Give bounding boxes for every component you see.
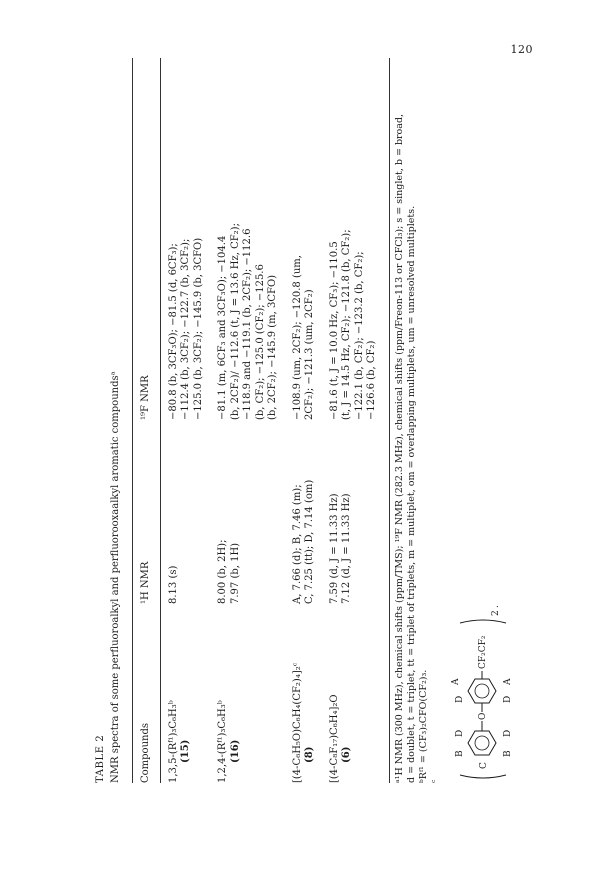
f-nmr-line: −112.4 (b, 3CF₂); −122.7 (b, 3CF₂); [180, 238, 191, 420]
compound-cell [285, 604, 322, 783]
f-nmr-cell [322, 58, 390, 420]
left-bracket [460, 775, 506, 778]
header-compounds: Compounds [133, 604, 160, 783]
h-nmr-line: 7.59 (d, J = 11.33 Hz) [328, 493, 340, 604]
left-ring-label-d-bottom: D [502, 729, 513, 737]
structure-period: . [490, 605, 501, 608]
table-row [322, 58, 390, 783]
table-footnotes [394, 58, 442, 783]
table-row [285, 58, 322, 783]
table-row [160, 58, 210, 783]
h-nmr-cell [285, 420, 322, 604]
h-nmr-line: 7.97 (b, 1H) [229, 542, 241, 604]
f-nmr-line: (b, CF₂); −125.0 (CF₂); −125.6 [254, 264, 266, 420]
compound-cell [210, 604, 285, 783]
f-nmr-line: (b, 2CF₂)/ −112.6 (t, J = 13.6 Hz, CF₂); [229, 223, 241, 420]
f-nmr-line: (t, J = 14.5 Hz, CF₂); −121.8 (b, CF₂); [341, 229, 352, 420]
nmr-table [133, 58, 390, 783]
left-ring-circle [475, 736, 489, 750]
f-nmr-line: −126.6 (b, CF₂) [366, 340, 377, 420]
h-nmr-line: 7.12 (d, J = 11.33 Hz) [341, 493, 352, 604]
footnote-a-continued: d = doublet, t = triplet, tt = triplet of triplets, m = multiplet, om = overlapping multiplets, um = unresolved multiplets. [405, 205, 417, 783]
h-nmr-cell [322, 420, 390, 604]
right-bracket [460, 620, 506, 623]
footnote-c-marker: ᶜ [429, 779, 441, 783]
compound-number: (6) [341, 746, 352, 763]
table-row [210, 58, 285, 783]
left-ring-label-d-top: D [454, 729, 465, 737]
right-ring-label-a-top: A [450, 678, 461, 685]
f-nmr-line: (b, 2CF₂); −145.9 (m, 3CFO) [267, 274, 278, 420]
compound-number: (8) [304, 746, 315, 763]
f-nmr-cell [160, 58, 210, 420]
compound-formula: 1,2,4-(Rᶠ¹)₃C₆H₃ᵇ [217, 700, 228, 783]
f-nmr-line: −118.9 and −119.1 (b, 2CF₂); −112.6 [242, 228, 253, 420]
ether-oxygen: O [477, 712, 488, 720]
right-ring-label-a-bottom: A [502, 678, 513, 685]
left-ring-label-b-top: B [454, 750, 465, 757]
f-nmr-line: 2CF₂); −121.3 (um, 2CF₂) [304, 289, 315, 420]
page-number: 120 [510, 43, 533, 56]
f-nmr-cell [210, 58, 285, 420]
left-ring-label-b-bottom: B [502, 750, 513, 757]
perfluoro-chain: CF₂CF₂ [477, 635, 488, 669]
footnote-a: ᵃ¹H NMR (300 MHz), chemical shifts (ppm/TMS); ¹⁹F NMR (282.3 MHz), chemical shifts (ppm/Freon-113 or CFCl₃); s = singlet, b = broad, [393, 113, 405, 783]
f-nmr-line: −108.9 (um, 2CF₂); −120.8 (um, [291, 255, 303, 420]
table-header-row [133, 58, 160, 783]
structure-diagram [448, 563, 518, 783]
f-nmr-line: −125.0 (b, 3CF₂); −145.9 (b, 3CFO) [192, 237, 204, 420]
h-nmr-cell [160, 420, 210, 604]
h-nmr-line: 8.00 (b, 2H); [217, 539, 228, 604]
table-caption: NMR spectra of some perfluoroalkyl and perfluorooxaalkyl aromatic compoundsᵃ [110, 371, 121, 783]
table-label: TABLE 2 [95, 734, 106, 783]
h-nmr-line: C, 7.25 (tt); D, 7.14 (om) [304, 479, 315, 604]
f-nmr-line: −80.8 (b, 3CF₃O); −81.5 (d, 6CF₃); [167, 243, 179, 420]
compound-cell [160, 604, 210, 783]
header-h-nmr: ¹H NMR [133, 420, 160, 604]
f-nmr-cell [285, 58, 322, 420]
compound-formula: [(4-C₆H₅O)C₆H₄(CF₂)₄]₂ᶜ [291, 662, 303, 783]
left-benzene-ring [468, 731, 496, 755]
bracket-subscript: 2 [490, 610, 501, 616]
left-ring-label-c: C [478, 762, 489, 769]
compound-number: (15) [180, 739, 191, 763]
f-nmr-line: −122.1 (b, CF₂); −123.2 (b, CF₂); [353, 251, 365, 420]
compound-formula: 1,3,5-(Rᶠ¹)₃C₆H₃ᵇ [167, 700, 179, 783]
header-f-nmr: ¹⁹F NMR [133, 58, 160, 420]
h-nmr-line: A, 7.66 (d); B, 7.46 (m); [291, 484, 303, 604]
right-ring-label-d-top: D [454, 695, 465, 703]
compound-formula: [(4-C₈F₁₇)C₆H₄]₂O [328, 694, 340, 783]
h-nmr-cell [210, 420, 285, 604]
compound-cell [322, 604, 390, 783]
h-nmr-line: 8.13 (s) [167, 565, 179, 604]
right-ring-label-d-bottom: D [502, 695, 513, 703]
f-nmr-line: −81.1 (m, 6CF₃ and 3CF₃O); −104.4 [217, 235, 228, 420]
rotated-table-page [94, 58, 514, 783]
footnote-b: ᵇRᶠ¹ = (CF₃)₂CFO(CF₂)₃. [417, 669, 429, 783]
f-nmr-line: −81.6 (t, J = 10.0 Hz, CF₃); −110.5 [328, 241, 340, 420]
compound-number: (16) [229, 739, 241, 763]
right-ring-circle [475, 684, 489, 698]
right-benzene-ring [468, 679, 496, 703]
